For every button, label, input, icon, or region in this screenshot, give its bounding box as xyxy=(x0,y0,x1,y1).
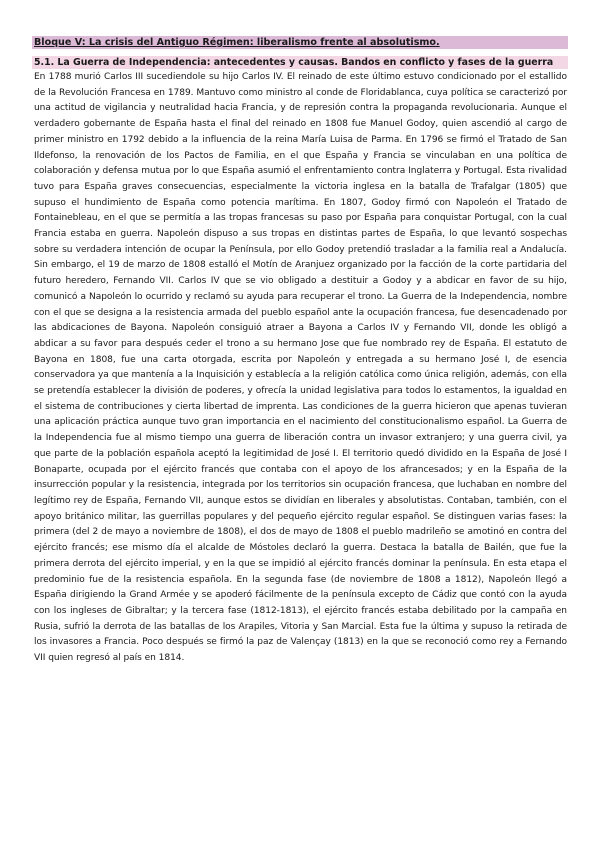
block-title xyxy=(32,36,568,49)
block-title-text: Bloque V: La crisis del Antiguo Régimen: liberalismo frente al absolutismo. xyxy=(34,37,440,48)
section-heading: 5.1. La Guerra de Independencia: antecedentes y causas. Bandos en conflicto y fases de la guerra xyxy=(32,56,568,69)
body-paragraph: En 1788 murió Carlos III sucediendole su hijo Carlos IV. El reinado de este último estuvo condicionado por el estallido de la Revolución Francesa en 1789. Mantuvo como ministro al conde de Floridablanca, cuya política se caracterizó por una actitud de vigilancia y neutralidad hacia Francia, y de represión contra la propaganda revolucionaria. Aunque el verdadero gobernante de España hasta el final del reinado en 1808 fue Manuel Godoy, quien ascendió al cargo de primer ministro en 1792 debido a la influencia de la reina María Luisa de Parma. En 1796 se firmó el Tratado de San Ildefonso, la renovación de los Pactos de Familia, en el que España y Francia se vinculaban en una política de colaboración y defensa mutua por lo que España asumió el enfrentamiento contra Inglaterra y Portugal. Esta rivalidad tuvo para España graves consecuencias, especialmente la victoria inglesa en la batalla de Trafalgar (1805) que supuso el hundimiento de España como potencia marítima. En 1807, Godoy firmó con Napoleón el Tratado de Fontainebleau, en el que se permitía a las tropas francesas su paso por España para conquistar Portugal, con la cual Francia estaba en guerra. Napoleón dispuso a sus tropas en distintas partes de España, lo que levantó sospechas sobre su verdadera intención de ocupar la Península, por ello Godoy pretendió trasladar a la familia real a Andalucía. Sin embargo, el 19 de marzo de 1808 estalló el Motín de Aranjuez organizado por la facción de la corte partidaria del futuro heredero, Fernando VII. Carlos IV que se vio obligado a destituir a Godoy y a abdicar en favor de su hijo, comunicó a Napoleón lo ocurrido y reclamó su ayuda para recuperar el trono. La Guerra de la Independencia, nombre con el que se designa a la resistencia armada del pueblo español ante la ocupación francesa, fue desencadenado por las abdicaciones de Bayona. Napoleón consiguió atraer a Bayona a Carlos IV y Fernando VII, donde les obligó a abdicar a su favor para después ceder el trono a su hermano Jose que fue nombrado rey de España. El estatuto de Bayona en 1808, fue una carta otorgada, escrita por Napoleón y entregada a su hermano José I, de esencia conservadora ya que mantenía a la Inquisición y establecía a la religión católica como única religión, además, con ella se pretendía establecer la división de poderes, y ofrecía la unidad legislativa para todos lo estamentos, la igualdad en el sistema de contribuciones y cierta libertad de imprenta. Las condiciones de la guerra hicieron que apenas tuvieran una aplicación práctica aunque tuvo gran importancia en el nacimiento del constitucionalismo español. La Guerra de la Independencia fue al mismo tiempo una guerra de liberación contra un invasor extranjero; y una guerra civil, ya que parte de la población española aceptó la legitimidad de José I. El territorio quedó dividido en la España de José I Bonaparte, ocupada por el ejército francés que contaba con el apoyo de los afrancesados; y en la España de la insurrección popular y la resistencia, integrada por los territorios sin ocupación francesa, que luchaban en nombre del legítimo rey de España, Fernando VII, aunque estos se dividían en liberales y absolutistas. Contaban, también, con el apoyo británico militar, las guerrillas populares y del pequeño ejército regular español. Se distinguen varias fases: la primera (del 2 de mayo a noviembre de 1808), el dos de mayo de 1808 el pueblo madrileño se amotinó en contra del ejército francés; ese mismo día el alcalde de Móstoles declaró la guerra. Destaca la batalla de Bailén, que fue la primera derrota del ejército imperial, y en la que se impidió al ejército francés dominar la península. En esta etapa el predominio fue de la resistencia española. En la segunda fase (de noviembre de 1808 a 1812), Napoleón llegó a España dirigiendo la Grand Armée y se apoderó fácilmente de la península excepto de Cádiz que contó con la ayuda con los ingleses de Gibraltar; y la tercera fase (1812-1813), el ejército francés estaba debilitado por la campaña en Rusia, sufrió la derrota de las batallas de los Arapiles, Vitoria y San Marcial. Esta fue la última y supuso la retirada de los invasores a Francia. Poco después se firmó la paz de Valençay (1813) en la que se reconoció como rey a Fernando VII quien regresó al país en 1814. xyxy=(34,72,567,664)
document-page xyxy=(32,36,568,667)
